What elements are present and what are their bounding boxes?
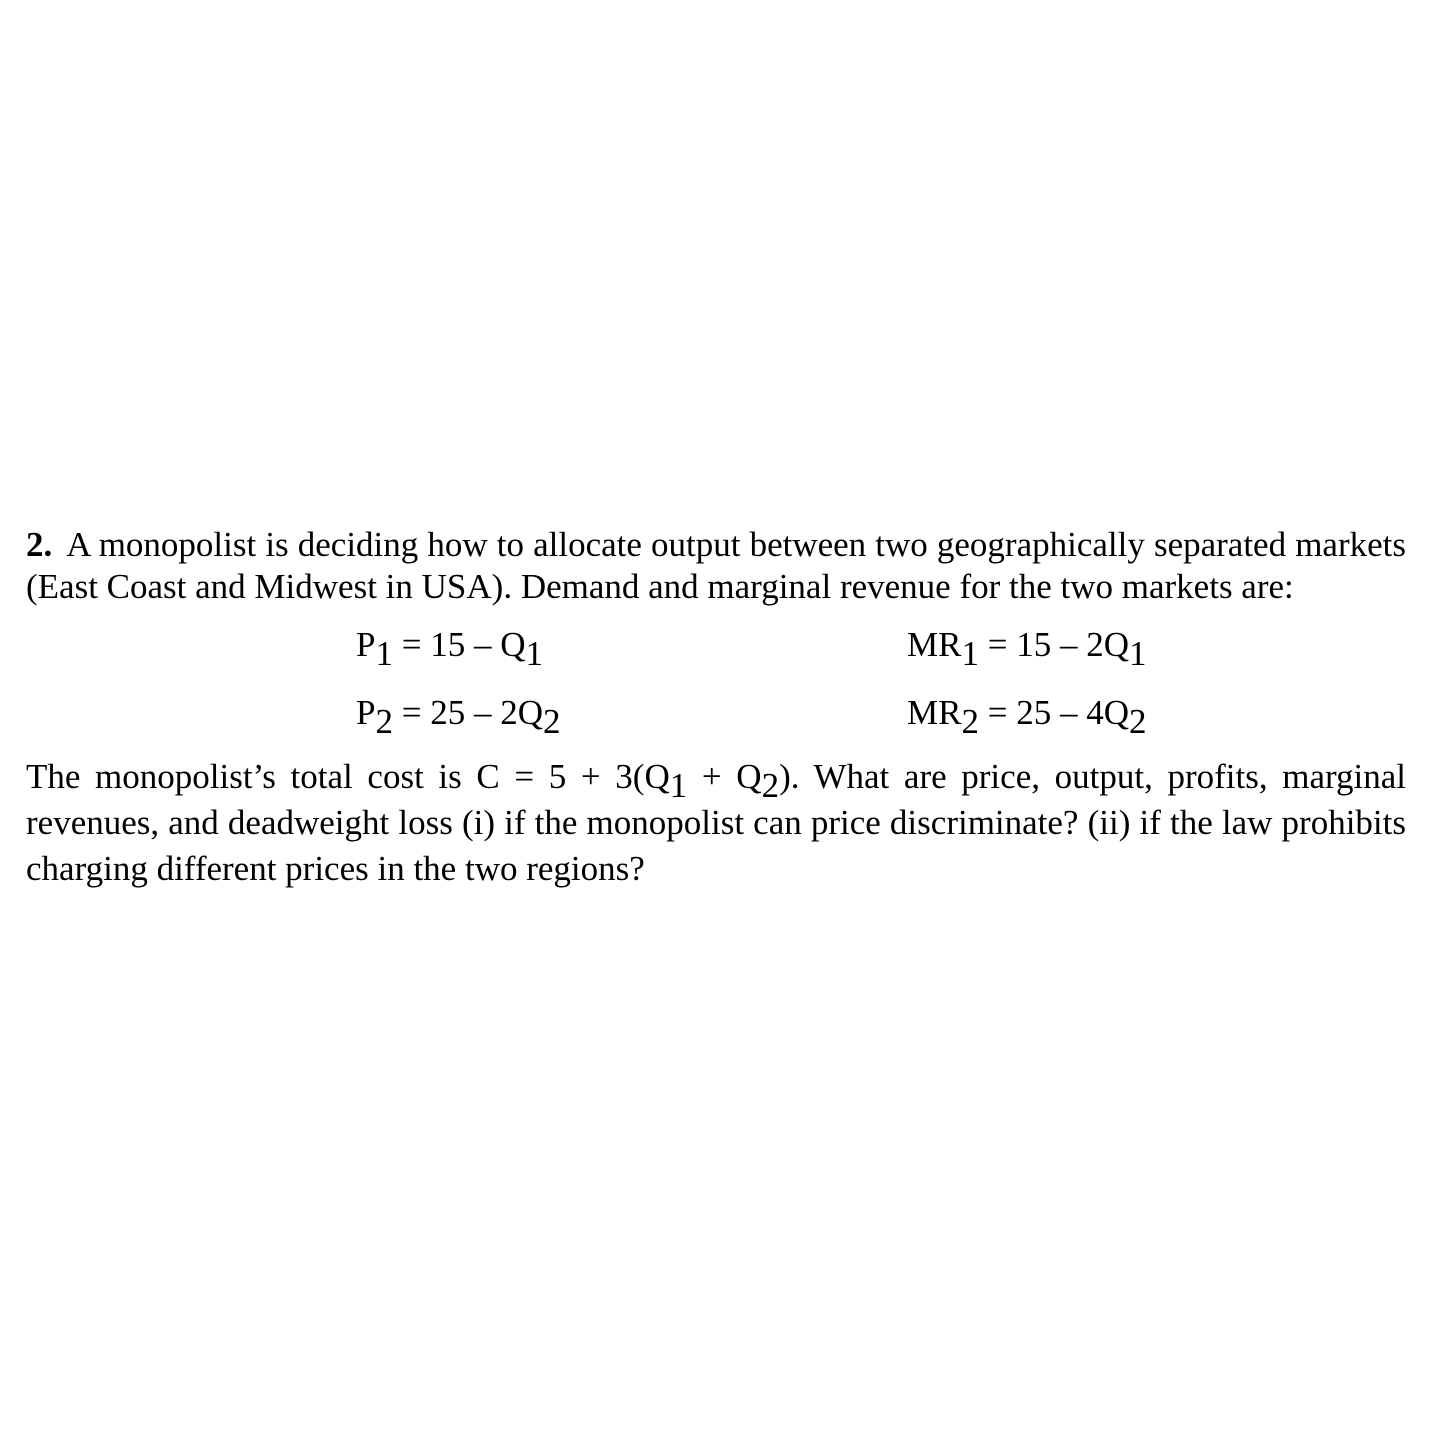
question-text: The monopolist’s total cost is $C = 5 + 3(Q_1 + Q_2)$. What are price, output, profits, marginal revenues, and deadweight loss (i) if the monopolist can price discriminate? (ii) if the law prohibits charging different prices in the two regions?: [26, 757, 1406, 888]
demand-equation-1: $P_1 = 15 - Q_1$: [356, 625, 543, 673]
mr-equation-2: $MR_2 = 25 - 4Q_2$: [907, 693, 1147, 741]
mr-equation-1: $MR_1 = 15 - 2Q_1$: [907, 625, 1147, 673]
problem-number: 2.: [26, 525, 53, 564]
intro-text: A monopolist is deciding how to allocate output between two geographically separated markets (East Coast and Midwest in USA). Demand and marginal revenue for the two markets are:: [26, 525, 1406, 606]
problem-intro: [26, 524, 1406, 608]
equations-block: [26, 614, 1406, 752]
problem-2: [26, 524, 1406, 892]
demand-equation-2: $P_2 = 25 - 2Q_2$: [356, 693, 561, 741]
